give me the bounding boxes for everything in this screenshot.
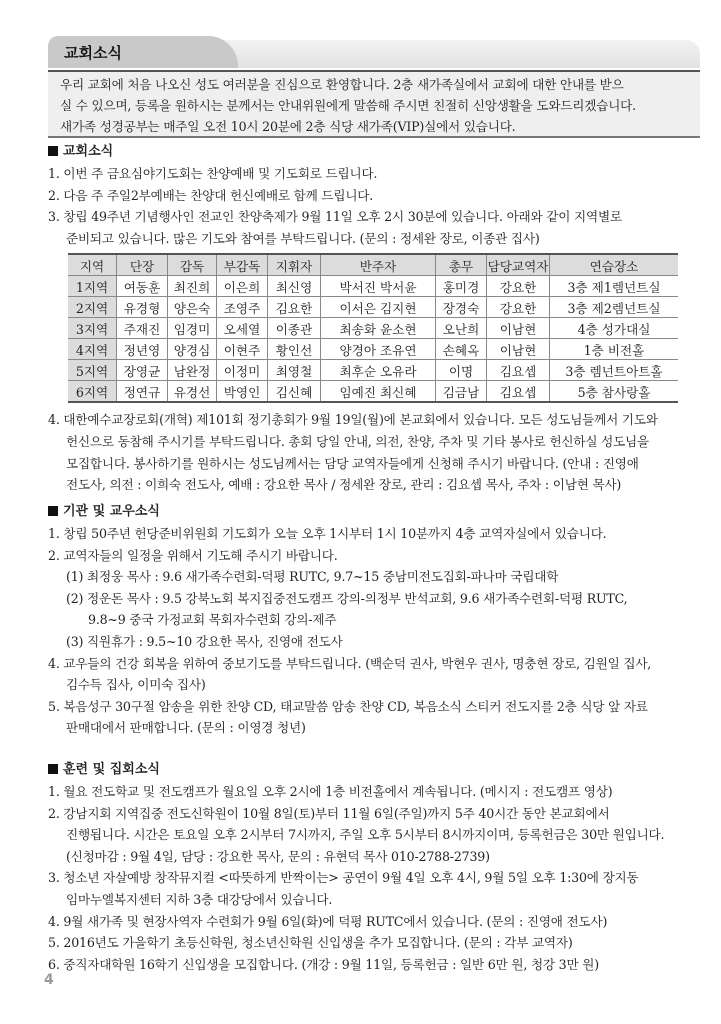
list-item: [48, 566, 698, 588]
item-line: (3) 직원휴가 : 9.5~10 강요한 목사, 진영애 전도사: [66, 633, 343, 649]
list-item: [48, 185, 698, 207]
table-cell: 3층 제1렘넌트실: [550, 276, 679, 297]
list-item: [48, 867, 698, 910]
column-header: 단장: [117, 254, 168, 276]
column-header: 총무: [436, 254, 487, 276]
table-cell: 양은숙: [168, 297, 217, 318]
table-cell: 유경선: [168, 381, 217, 403]
list-item: [48, 932, 698, 954]
item-line: 9.8~9 중국 가정교회 목회자수련회 강의-제주: [88, 612, 337, 628]
section-heading-text: 교회소식: [63, 144, 114, 159]
table-cell: 김신혜: [268, 381, 321, 403]
item-line: 1. 이번 주 금요심야기도회는 찬양예배 및 기도회로 드립니다.: [48, 166, 378, 181]
table-cell: 6지역: [68, 381, 117, 403]
table-cell: 강요한: [487, 276, 550, 297]
table-row: [68, 360, 678, 381]
item-line: 준비되고 있습니다. 많은 기도와 참여를 부탁드립니다. (문의 : 정세완 장로, 이종관 집사): [66, 230, 540, 246]
table-cell: 홍미경: [436, 276, 487, 297]
table-cell: 장영균: [117, 360, 168, 381]
table-cell: 장경숙: [436, 297, 487, 318]
news-list: [48, 409, 698, 495]
section-training-news: [48, 759, 698, 975]
table-cell: 손혜옥: [436, 339, 487, 360]
table-cell: 이남현: [487, 339, 550, 360]
table-cell: 여동훈: [117, 276, 168, 297]
square-bullet-icon: [48, 506, 58, 516]
table-cell: 김요셉: [487, 360, 550, 381]
item-line: 3. 창립 49주년 기념행사인 전교인 찬양축제가 9월 11일 오후 2시 30분에 있습니다. 아래와 같이 지역별로: [48, 209, 622, 225]
column-header: 연습장소: [550, 254, 679, 276]
item-line: 2. 강남지회 지역집중 전도신학원이 10월 8일(토)부터 11월 6일(주일)까지 5주 40시간 동안 본교회에서: [48, 805, 610, 821]
list-item: [48, 653, 698, 696]
table-cell: 조영주: [217, 297, 268, 318]
item-line: 6. 중직자대학원 16학기 신입생을 모집합니다. (개강 : 9월 11일, 등록헌금 : 일반 6만 원, 청강 3만 원): [48, 956, 599, 972]
item-line: 1. 창립 50주년 헌당준비위원회 기도회가 오늘 오후 1시부터 1시 10분까지 4층 교역자실에서 있습니다.: [48, 526, 607, 541]
table-cell: 강요한: [487, 297, 550, 318]
list-item: [48, 781, 698, 803]
table-cell: 2지역: [68, 297, 117, 318]
table-cell: 임경미: [168, 318, 217, 339]
table-cell: 정연규: [117, 381, 168, 403]
column-header: 담당교역자: [487, 254, 550, 276]
table-row: [68, 339, 678, 360]
column-header: 감독: [168, 254, 217, 276]
table-row: [68, 276, 678, 297]
table-cell: 최영철: [268, 360, 321, 381]
item-line: 4. 교우들의 건강 회복을 위하여 중보기도를 부탁드립니다. (백순덕 권사, 박현우 권사, 명충현 장로, 김원일 집사,: [48, 655, 652, 671]
news-list: [48, 523, 698, 739]
table-cell: 최신영: [268, 276, 321, 297]
table-cell: 김요셉: [487, 381, 550, 403]
item-line: 전도사, 의전 : 이희숙 전도사, 예배 : 강요한 목사 / 정세완 장로, 관리 : 김요셉 목사, 주차 : 이남현 목사): [66, 477, 622, 493]
item-line: 모집합니다. 봉사하기를 원하시는 성도님께서는 담당 교역자들에게 신청해 주시기 바랍니다. (안내 : 진영애: [66, 455, 639, 471]
section-heading: [48, 501, 698, 523]
item-line: 1. 월요 전도학교 및 전도캠프가 월요일 오후 2시에 1층 비전홀에서 계속됩니다. (메시지 : 전도캠프 영상): [48, 784, 613, 799]
item-line: 4. 대한예수교장로회(개혁) 제101회 정기총회가 9월 19일(월)에 본교회에서 있습니다. 모든 성도님들께서 기도와: [48, 412, 658, 428]
table-cell: 임예진 최신혜: [321, 381, 436, 403]
news-list: [48, 163, 698, 249]
list-item: [48, 631, 698, 653]
section-church-news: [48, 141, 698, 496]
table-cell: 이현주: [217, 339, 268, 360]
item-line: (2) 정운돈 목사 : 9.5 강북노회 복지집중전도캠프 강의-의정부 반석교회, 9.6 새가족수련회-덕평 RUTC,: [66, 590, 628, 606]
table-cell: 1지역: [68, 276, 117, 297]
table-cell: 유경형: [117, 297, 168, 318]
list-item: [48, 911, 698, 933]
list-item: [48, 163, 698, 185]
page-title: 교회소식: [64, 44, 122, 62]
table-cell: 이서은 김지현: [321, 297, 436, 318]
table-cell: 최진희: [168, 276, 217, 297]
item-line: 김수득 집사, 이미숙 집사): [66, 677, 206, 693]
square-bullet-icon: [48, 764, 58, 774]
page-number: 4: [44, 972, 54, 988]
list-item: [48, 545, 698, 567]
table-cell: 황인선: [268, 339, 321, 360]
welcome-line: 우리 교회에 처음 나오신 성도 여러분을 진심으로 환영합니다. 2층 새가족실에서 교회에 대한 안내를 받으: [60, 77, 624, 92]
table-cell: 최송화 윤소현: [321, 318, 436, 339]
column-header: 지휘자: [268, 254, 321, 276]
table-cell: 김금남: [436, 381, 487, 403]
table-cell: 이은희: [217, 276, 268, 297]
table-cell: 3지역: [68, 318, 117, 339]
table-cell: 3층 렘넌트아트홀: [550, 360, 679, 381]
welcome-box: [48, 70, 700, 138]
item-line: 2. 다음 주 주일2부예배는 찬양대 헌신예배로 함께 드립니다.: [48, 187, 374, 203]
list-item: [48, 206, 698, 249]
table-row: [68, 297, 678, 318]
list-item: [48, 588, 698, 631]
table-cell: 5층 참사랑홀: [550, 381, 679, 403]
table-cell: 주재진: [117, 318, 168, 339]
column-header: 지역: [68, 254, 117, 276]
list-item: [48, 954, 698, 976]
item-line: 3. 청소년 자살예방 창작뮤지컬 <따뜻하게 반짝이는> 공연이 9월 4일 오후 4시, 9월 5일 오후 1:30에 장지동: [48, 870, 639, 886]
table-cell: 1층 비전홀: [550, 339, 679, 360]
item-line: 헌신으로 동참해 주시기를 부탁드립니다. 총회 당일 안내, 의전, 찬양, 주차 및 기타 봉사로 헌신하실 성도님을: [66, 433, 649, 449]
table-row: [68, 318, 678, 339]
table-cell: 오세열: [217, 318, 268, 339]
item-line: 5. 복음성구 30구절 암송을 위한 찬양 CD, 태교말씀 암송 찬양 CD, 복음소식 스티커 전도지를 2층 식당 앞 자료: [48, 698, 648, 714]
section-ministry-news: [48, 501, 698, 739]
table-cell: 박서진 박서윤: [321, 276, 436, 297]
item-line: (신청마감 : 9월 4일, 담당 : 강요한 목사, 문의 : 유현덕 목사 010-2788-2739): [66, 848, 490, 864]
list-item: [48, 696, 698, 739]
rehearsal-table: [68, 253, 678, 403]
item-line: 임마누엘복지센터 지하 3층 대강당에서 있습니다.: [66, 891, 333, 907]
table-cell: 이정미: [217, 360, 268, 381]
news-list: [48, 781, 698, 975]
item-line: (1) 최정웅 목사 : 9.6 새가족수련회-덕평 RUTC, 9.7~15 중남미전도집회-파나마 국립대학: [66, 569, 559, 585]
welcome-line: 실 수 있으며, 등록을 원하시는 분께서는 안내위원에게 말씀해 주시면 친절히 신앙생활을 도와드리겠습니다.: [60, 98, 636, 113]
list-item: [48, 523, 698, 545]
list-item: [48, 409, 698, 495]
table-cell: 박영인: [217, 381, 268, 403]
section-heading-text: 기관 및 교우소식: [63, 504, 160, 519]
table-cell: 4지역: [68, 339, 117, 360]
section-heading: [48, 759, 698, 781]
table-cell: 이종관: [268, 318, 321, 339]
section-tab-header: [48, 36, 700, 68]
table-cell: 남완정: [168, 360, 217, 381]
item-line: 5. 2016년도 가을학기 초등신학원, 청소년신학원 신입생을 추가 모집합니다. (문의 : 각부 교역자): [48, 935, 573, 951]
table-cell: 양경아 조유연: [321, 339, 436, 360]
table-cell: 4층 성가대실: [550, 318, 679, 339]
square-bullet-icon: [48, 146, 58, 156]
table-cell: 정년영: [117, 339, 168, 360]
column-header: 반주자: [321, 254, 436, 276]
table-cell: 양경심: [168, 339, 217, 360]
table-cell: 이명: [436, 360, 487, 381]
section-heading-text: 훈련 및 집회소식: [63, 762, 160, 777]
list-item: [48, 803, 698, 868]
table-cell: 3층 제2렘넌트실: [550, 297, 679, 318]
table-header-row: [68, 254, 678, 276]
column-header: 부감독: [217, 254, 268, 276]
section-heading: [48, 141, 698, 163]
table-cell: 5지역: [68, 360, 117, 381]
item-line: 진행됩니다. 시간은 토요일 오후 2시부터 7시까지, 주일 오후 5시부터 8시까지이며, 등록헌금은 30만 원입니다.: [66, 827, 665, 843]
table-cell: 김요한: [268, 297, 321, 318]
item-line: 판매대에서 판매합니다. (문의 : 이영경 청년): [66, 720, 306, 736]
item-line: 2. 교역자들의 일정을 위해서 기도해 주시기 바랍니다.: [48, 547, 338, 563]
welcome-line: 새가족 성경공부는 매주일 오전 10시 20분에 2층 식당 새가족(VIP)실에서 있습니다.: [60, 119, 516, 134]
table-cell: 최후순 오유라: [321, 360, 436, 381]
table-cell: 이남현: [487, 318, 550, 339]
table-cell: 오난희: [436, 318, 487, 339]
item-line: 4. 9월 새가족 및 현장사역자 수련회가 9월 6일(화)에 덕평 RUTC에서 있습니다. (문의 : 진영애 전도사): [48, 913, 608, 929]
table-row: [68, 381, 678, 403]
